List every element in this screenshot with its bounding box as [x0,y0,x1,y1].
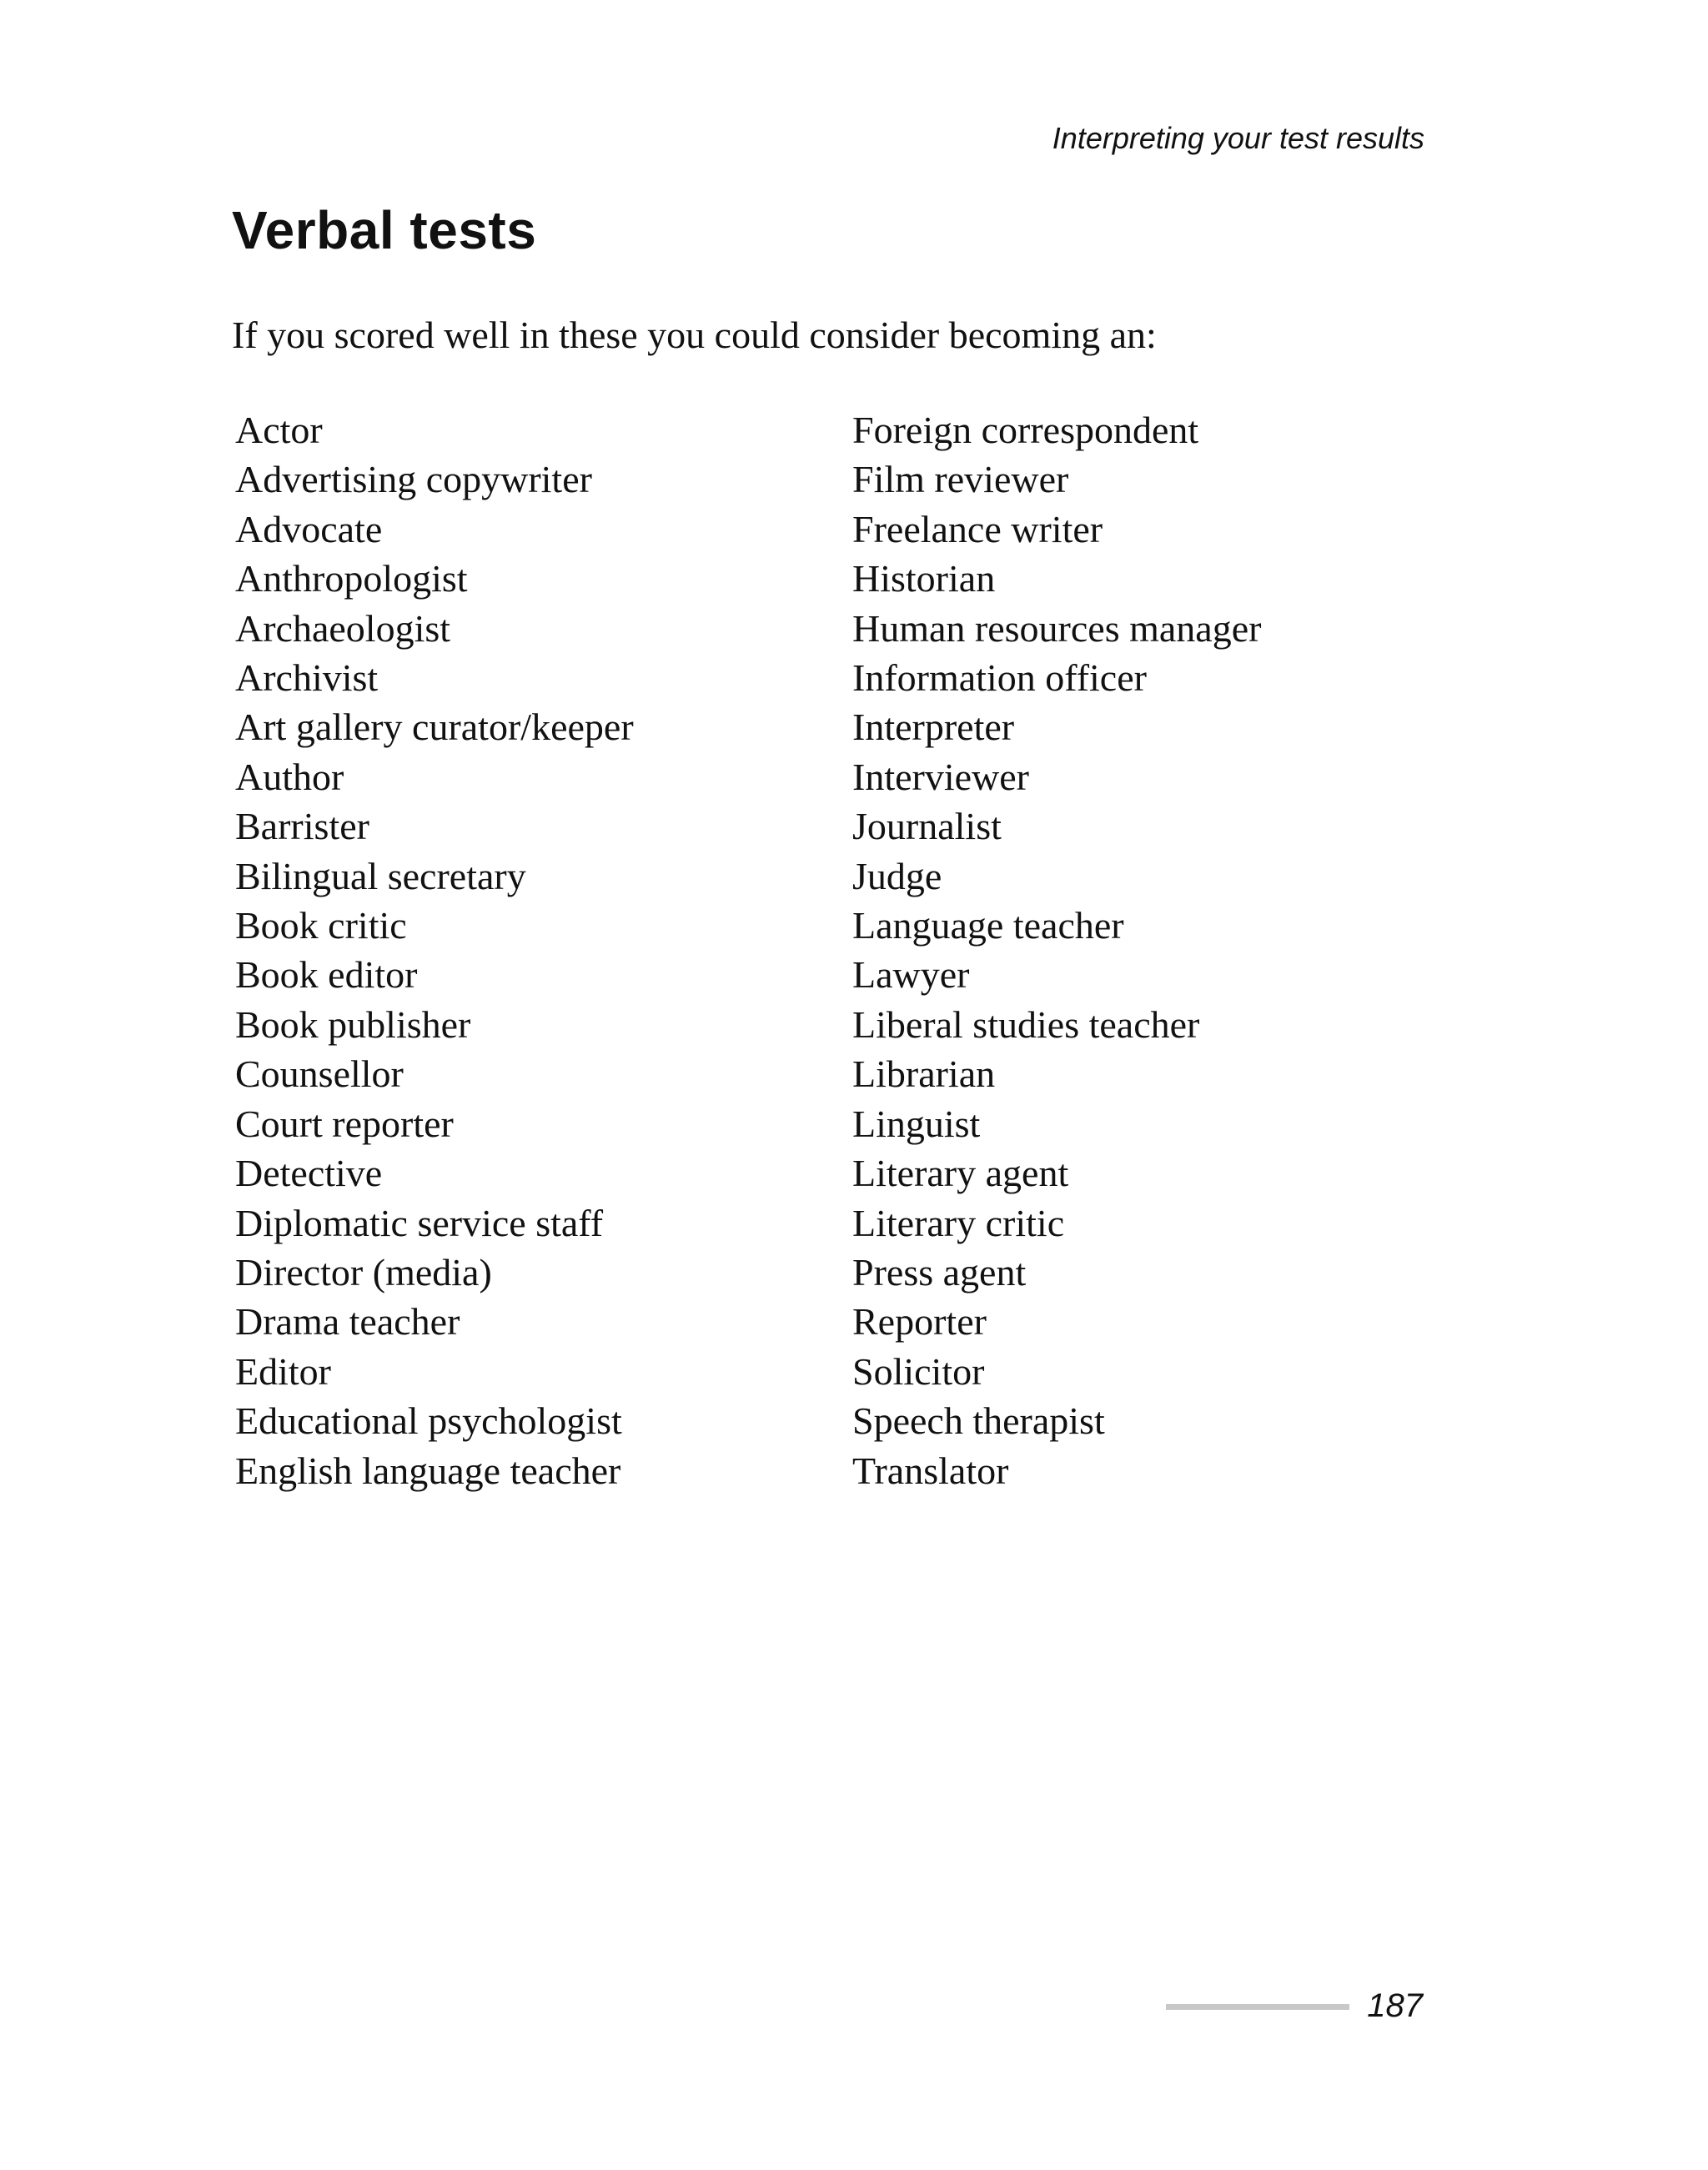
list-item: Advocate [235,507,383,550]
list-item: Director (media) [235,1250,492,1293]
list-item: Anthropologist [235,557,468,600]
list-item: Advertising copywriter [235,458,592,501]
list-item: Editor [235,1349,331,1393]
list-item: Bilingual secretary [235,854,526,897]
careers-list-left [235,405,634,1495]
list-item: Diplomatic service staff [235,1201,604,1244]
section-title: Verbal tests [232,200,537,260]
list-item: Lawyer [852,953,970,997]
list-item: Freelance writer [852,507,1103,550]
list-item: Linguist [852,1102,981,1145]
list-item: Journalist [852,805,1002,848]
list-item: Speech therapist [852,1399,1105,1443]
list-item: Detective [235,1152,383,1195]
list-item: Press agent [852,1250,1027,1293]
list-item: Film reviewer [852,458,1069,501]
list-item: Information officer [852,656,1147,700]
list-item: Literary agent [852,1152,1069,1195]
list-item: Librarian [852,1052,996,1096]
page-number-rule [1166,2004,1349,2010]
list-item: Drama teacher [235,1300,460,1344]
list-item: Archivist [235,656,379,700]
list-item: Art gallery curator/keeper [235,706,634,749]
list-item: Historian [852,557,996,600]
list-item: Foreign correspondent [852,409,1199,451]
list-item: Court reporter [235,1102,454,1145]
page-number: 187 [1367,1987,1423,2024]
list-item: Judge [852,854,942,897]
list-item: Language teacher [852,904,1124,947]
list-item: Author [235,755,344,798]
list-item: Reporter [852,1300,987,1344]
list-item: English language teacher [235,1449,621,1492]
list-item: Barrister [235,805,369,848]
list-item: Book publisher [235,1002,471,1046]
careers-list-right [852,405,1261,1495]
list-item: Counsellor [235,1052,404,1096]
list-item: Liberal studies teacher [852,1002,1200,1046]
list-item: Actor [235,409,323,451]
list-item: Translator [852,1449,1009,1492]
list-item: Interpreter [852,706,1015,749]
list-item: Human resources manager [852,606,1262,650]
intro-paragraph: If you scored well in these you could consider becoming an: [232,314,1157,356]
list-item: Book critic [235,904,407,947]
list-item: Archaeologist [235,606,451,650]
list-item: Solicitor [852,1349,985,1393]
list-item: Interviewer [852,755,1029,798]
list-item: Book editor [235,953,418,997]
list-item: Educational psychologist [235,1399,622,1443]
running-header: Interpreting your test results [1052,121,1424,155]
list-item: Literary critic [852,1201,1065,1244]
